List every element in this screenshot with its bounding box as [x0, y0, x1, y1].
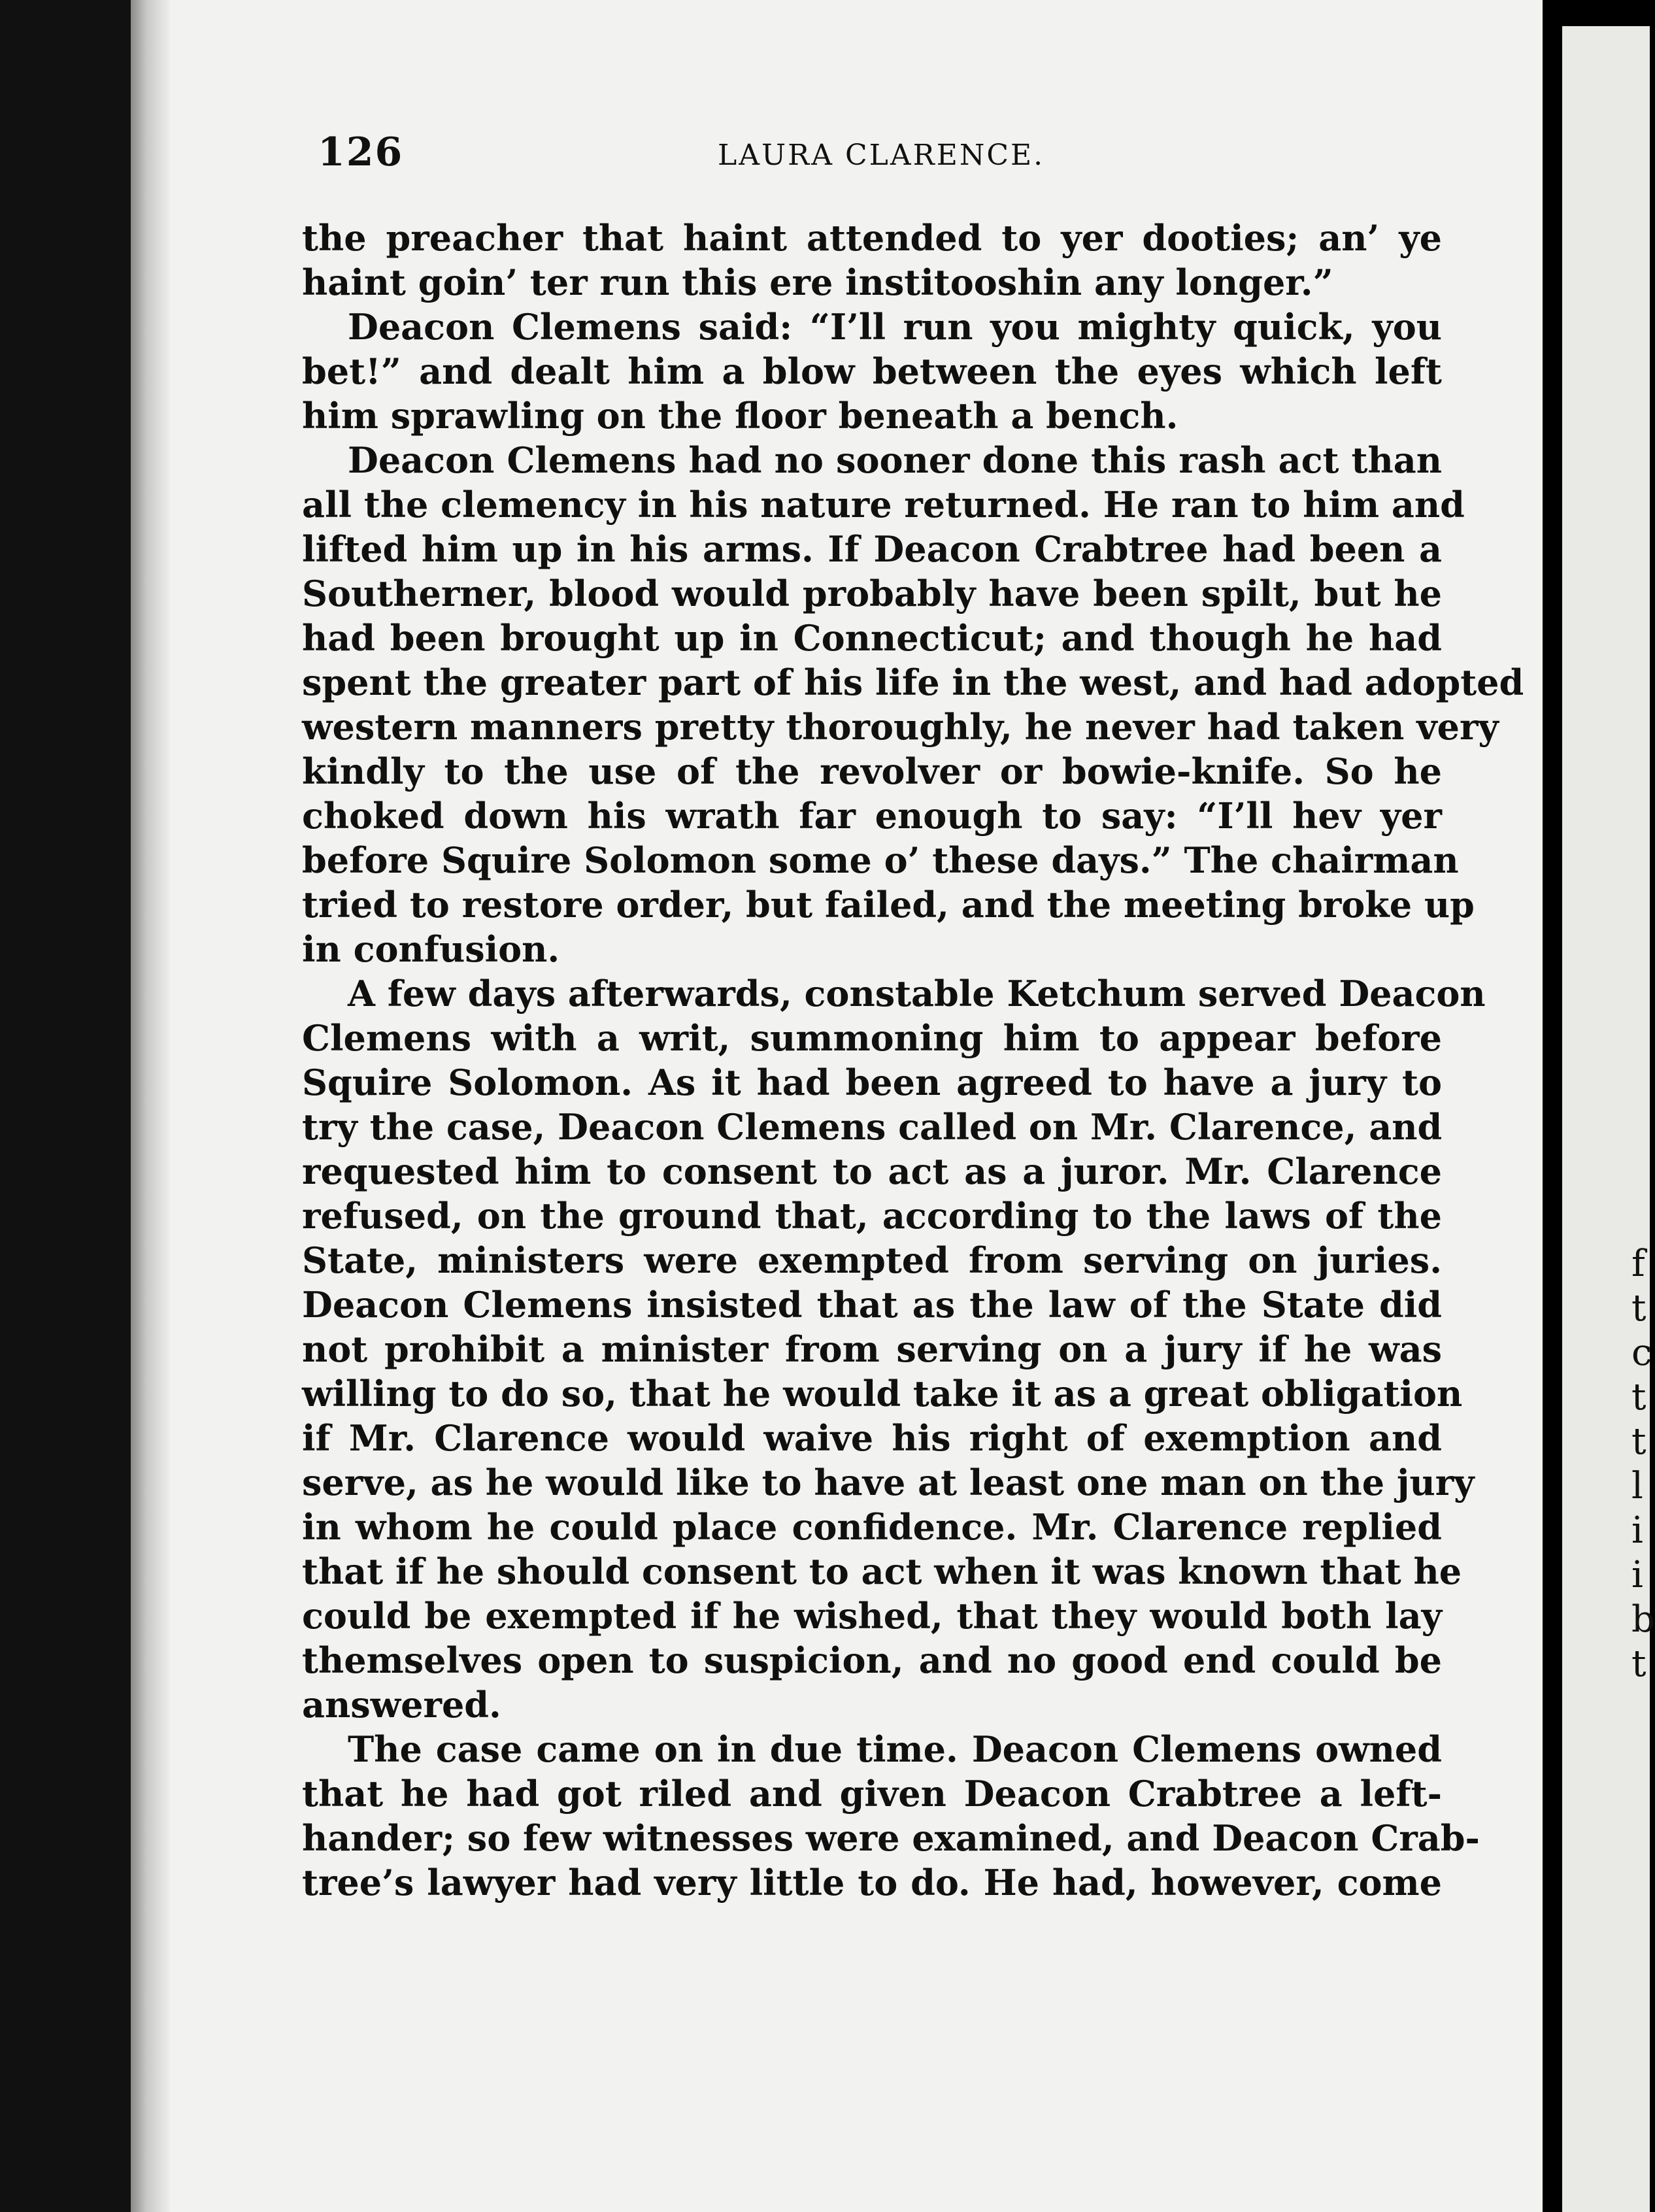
text-line: western manners pretty thoroughly, he never had taken very	[302, 706, 1499, 748]
page-header	[318, 129, 1448, 188]
text-line: that he had got riled and given Deacon Crabtree a left-	[302, 1773, 1442, 1815]
facing-page-letters	[1631, 1242, 1655, 1686]
facing-letter: i	[1631, 1509, 1643, 1552]
text-line: hander; so few witnesses were examined, and Deacon Crab-	[302, 1817, 1480, 1859]
text-line: him sprawling on the floor beneath a bench.	[302, 395, 1179, 437]
facing-letter: t	[1631, 1287, 1647, 1330]
text-line: tree’s lawyer had very little to do. He had, however, come	[302, 1862, 1442, 1903]
text-line: serve, as he would like to have at least one man on the jury	[302, 1462, 1475, 1503]
page-binding-shadow	[131, 0, 170, 2212]
text-line: the preacher that haint attended to yer dooties; an’ ye	[302, 217, 1442, 259]
text-line: refused, on the ground that, according to the laws of the	[302, 1195, 1442, 1237]
text-line: in confusion.	[302, 928, 560, 970]
text-line: Southerner, blood would probably have been spilt, but he	[302, 573, 1442, 614]
facing-letter: l	[1631, 1465, 1643, 1507]
facing-letter: t	[1631, 1376, 1647, 1418]
text-line: A few days afterwards, constable Ketchum served Deacon	[348, 973, 1486, 1014]
text-line: willing to do so, that he would take it as a great obligation	[302, 1373, 1463, 1415]
text-line: not prohibit a minister from serving on a jury if he was	[302, 1328, 1442, 1370]
text-line: spent the greater part of his life in the west, and had adopted	[302, 662, 1524, 703]
text-line: Deacon Clemens had no sooner done this rash act than	[348, 439, 1442, 481]
text-line: tried to restore order, but failed, and the meeting broke up	[302, 884, 1475, 926]
body-text	[302, 216, 1524, 1905]
facing-letter: t	[1631, 1643, 1647, 1685]
facing-letter: f	[1631, 1243, 1645, 1285]
text-line: The case came on in due time. Deacon Clemens owned	[348, 1728, 1442, 1770]
page-gap	[1543, 0, 1562, 2212]
facing-letter: b	[1631, 1598, 1655, 1641]
text-line: State, ministers were exempted from serving on juries.	[302, 1239, 1442, 1281]
left-gutter	[0, 0, 131, 2212]
text-line: in whom he could place confidence. Mr. Clarence replied	[302, 1506, 1442, 1548]
text-line: kindly to the use of the revolver or bowie-knife. So he	[302, 750, 1442, 792]
text-line: Deacon Clemens said: “I’ll run you mighty quick, you	[348, 306, 1442, 348]
text-line: had been brought up in Connecticut; and though he had	[302, 617, 1442, 659]
text-line: before Squire Solomon some o’ these days.” The chairman	[302, 839, 1459, 881]
page-number: 126	[318, 129, 404, 175]
text-line: themselves open to suspicion, and no good end could be	[302, 1639, 1442, 1681]
text-line: Squire Solomon. As it had been agreed to have a jury to	[302, 1062, 1442, 1103]
text-line: Deacon Clemens insisted that as the law of the State did	[302, 1284, 1442, 1326]
text-line: lifted him up in his arms. If Deacon Crabtree had been a	[302, 528, 1442, 570]
text-line: answered.	[302, 1684, 501, 1726]
text-line: Clemens with a writ, summoning him to appear before	[302, 1017, 1442, 1059]
text-line: bet!” and dealt him a blow between the eyes which left	[302, 350, 1442, 392]
text-line: haint goin’ ter run this ere institooshin any longer.”	[302, 261, 1333, 303]
text-line: requested him to consent to act as a juror. Mr. Clarence	[302, 1150, 1442, 1192]
text-line: try the case, Deacon Clemens called on Mr. Clarence, and	[302, 1106, 1443, 1148]
facing-letter: i	[1631, 1554, 1643, 1596]
running-title: LAURA CLARENCE.	[718, 139, 1045, 172]
text-line: all the clemency in his nature returned. He ran to him and	[302, 484, 1465, 526]
facing-letter: c	[1631, 1332, 1652, 1374]
facing-page-edge	[1562, 26, 1655, 2212]
text-line: choked down his wrath far enough to say: “I’ll hev yer	[302, 795, 1442, 837]
text-line: that if he should consent to act when it was known that he	[302, 1550, 1462, 1592]
facing-letter: t	[1631, 1420, 1647, 1463]
text-line: if Mr. Clarence would waive his right of exemption and	[302, 1417, 1442, 1459]
text-line: could be exempted if he wished, that they would both lay	[302, 1595, 1442, 1637]
